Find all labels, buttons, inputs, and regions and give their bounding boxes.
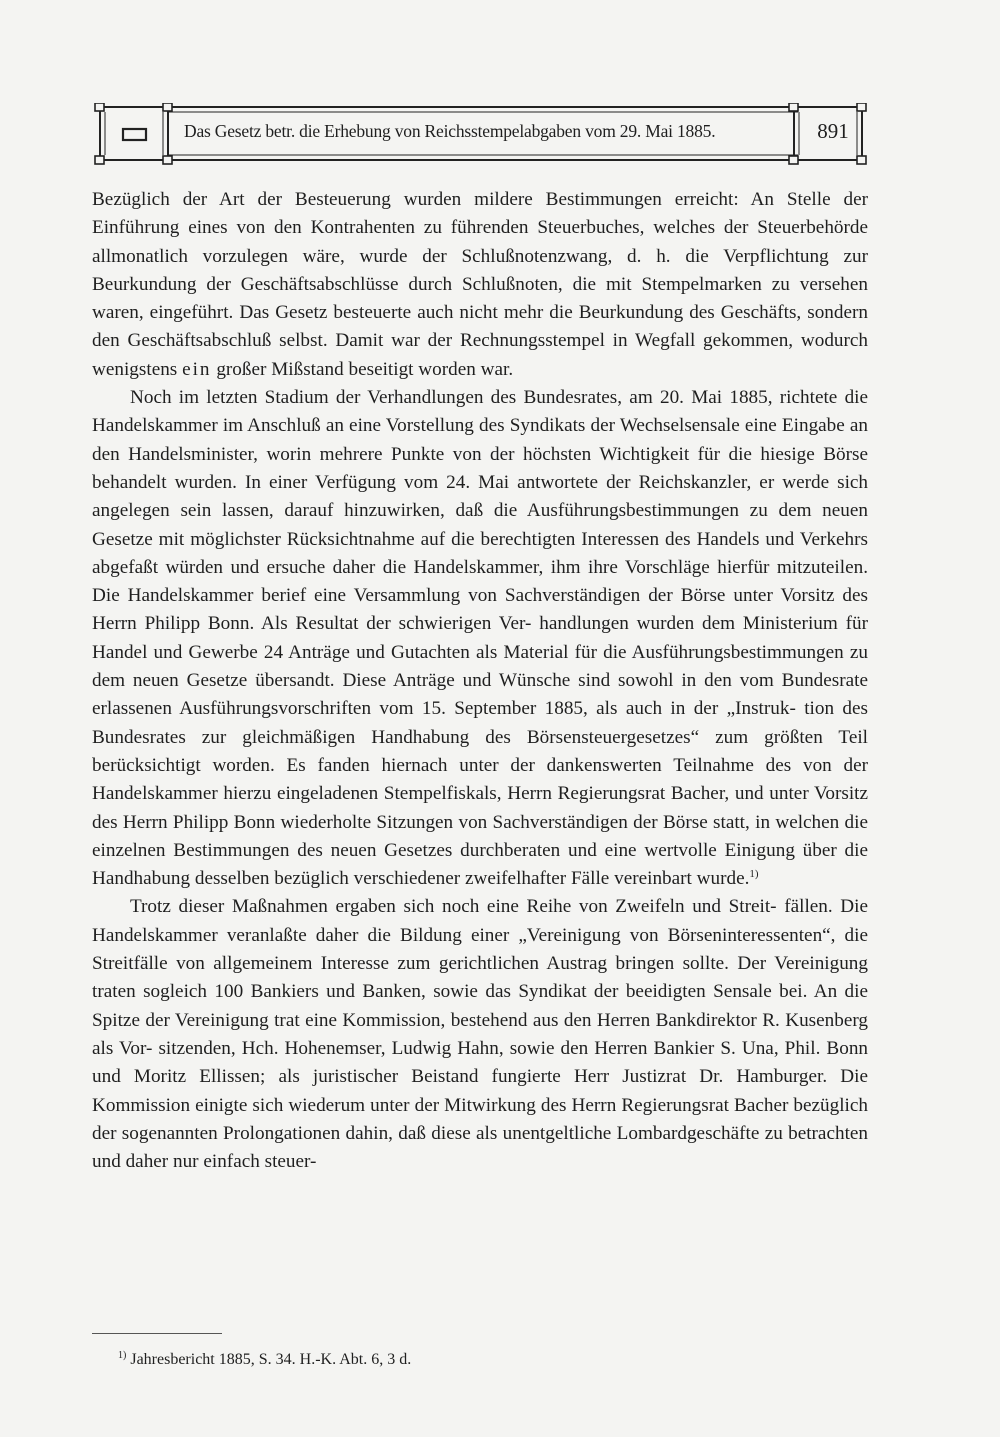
text-line: Wechselsensale eine Eingabe an den Handelsminister, worin mehrere Punkte von (92, 415, 869, 465)
text-line: mit Stempelmarken zu versehen waren, eingeführt. Das Gesetz besteuerte auch nicht (92, 273, 868, 324)
text-line: von Sachverständigen der Börse statt, in welchen die einzelnen Bestimmungen des (92, 811, 868, 861)
text-line: neuen Gesetzes durchberaten und eine wertvolle Einigung über die Handhabung (92, 839, 868, 890)
text-line: Trotz dieser Maßnahmen ergaben sich noch eine Reihe von Zweifeln und Streit- (130, 896, 777, 918)
text-line: Austrag bringen sollte. Der Vereinigung traten sogleich 100 Bankiers und Banken, (92, 953, 868, 1003)
footnote-text: Jahresbericht 1885, S. 34. H.-K. Abt. 6, 3 d. (130, 1351, 412, 1368)
text-line: erlassenen Ausführungsvorschriften vom 15. September 1885, als auch in der „Instruk- (92, 698, 796, 720)
text-line: eine Kommission, bestehend aus den Herren Bankdirektor R. Kusenberg als Vor- (92, 1009, 868, 1059)
running-header-title: Das Gesetz betr. die Erhebung von Reichsstempelabgaben vom 29. Mai 1885. (184, 121, 716, 141)
text-line: Phil. Bonn und Moritz Ellissen; als juristischer Beistand fungierte Herr Justizrat (92, 1037, 869, 1088)
footnote (118, 1351, 411, 1369)
text-line: Gutachten als Material für die Ausführungsbestimmungen zu dem neuen Gesetze (92, 641, 868, 692)
text-line: Bezüglich der Art der Besteuerung wurden mildere Bestimmungen erreicht: An Stelle (92, 189, 831, 210)
text-line: abgefaßt würden und ersuche daher die Handelskammer, ihm ihre Vorschläge hierfür (92, 556, 770, 578)
paragraph-2 (92, 384, 868, 893)
text-line: richtete die Handelskammer im Anschluß an eine Vorstellung des Syndikats der (92, 387, 869, 437)
footnote-reference[interactable]: 1) (749, 868, 759, 881)
text-line: diese als unentgeltliche Lombardgeschäfte zu betrachten und daher nur einfach steuer- (92, 1122, 869, 1173)
text-line: desselben bezüglich verschiedener zweifelhafter Fälle vereinbart wurde. (194, 868, 750, 890)
text-line: Börse unter Vorsitz des Herrn Philipp Bonn. Als Resultat der schwierigen Ver- (92, 585, 868, 635)
text-line: vom 24. Mai antwortete der Reichskanzler, er werde sich angelegen sein lassen, (92, 471, 869, 522)
text-line: handlungen wurden dem Ministerium für Handel und Gewerbe 24 Anträge und (92, 613, 869, 663)
page-number: 891 (817, 119, 849, 143)
text-line: Mißstand beseitigt worden war. (271, 358, 514, 380)
text-line: sitzenden, Hch. Hohenemser, Ludwig Hahn, sowie den Herren Bankier S. Una, (158, 1037, 779, 1059)
text-line: übersandt. Diese Anträge und Wünsche sind sowohl in den vom Bundesrate (255, 670, 868, 692)
footnote-marker: 1) (118, 1350, 127, 1361)
text-line: darauf hinzuwirken, daß die Ausführungsbestimmungen zu dem neuen Gesetze mit (92, 500, 868, 550)
text-line: Herrn Regierungsrat Bacher bezüglich der sogenannten Prolongationen dahin, daß (92, 1094, 869, 1144)
footnote-divider (92, 1333, 222, 1334)
paragraph-1 (92, 186, 868, 384)
text-line: Börseninteressenten“, die Streitfälle von allgemeinem Interesse zum gerichtlichen (92, 924, 869, 975)
text-line: Teilnahme des von der Handelskammer hierzu eingeladenen Stempelfiskals, Herrn (92, 754, 869, 805)
text-line: Regierungsrat Bacher, und unter Vorsitz des Herrn Philipp Bonn wiederholte Sitzungen (92, 783, 869, 833)
text-line: der höchsten Wichtigkeit für die hiesige Börse behandelt wurden. In einer Verfügung (92, 443, 868, 493)
body-text (92, 186, 868, 1176)
text-line: der Einführung eines von den Kontrahenten zu führenden Steuerbuches, welches (92, 189, 868, 239)
paragraph-3 (92, 893, 868, 1176)
text-line: tion des Bundesrates zur gleichmäßigen Handhabung des Börsensteuergesetzes“ zum (92, 698, 869, 748)
text-line: die Verpflichtung zur Beurkundung der Geschäftsabschlüsse durch Schlußnoten, die (92, 245, 868, 295)
text-line: der Steuerbehörde allmonatlich vorzulegen wäre, wurde der Schlußnotenzwang, d. h. (92, 217, 869, 267)
emphasized-word: ein (182, 358, 212, 380)
text-line: fällen. Die Handelskammer veranlaßte daher die Bildung einer „Vereinigung von (92, 896, 869, 946)
text-line: Dr. Hamburger. Die Kommission einigte sich wiederum unter der Mitwirkung des (92, 1066, 868, 1116)
text-line: großer (216, 358, 267, 380)
text-line: sowie das Syndikat der beeidigten Sensale bei. An die Spitze der Vereinigung trat (92, 981, 869, 1031)
text-line: mitzuteilen. Die Handelskammer berief eine Versammlung von Sachverständigen der (92, 556, 868, 607)
text-line: war der Rechnungsstempel in Wegfall gekommen, wodurch wenigstens (92, 330, 869, 380)
text-line: größten Teil berücksichtigt worden. Es fanden hiernach unter der dankenswerten (92, 726, 868, 776)
text-line: mehr die Beurkundung des Geschäfts, sondern den Geschäftsabschluß selbst. Damit (92, 302, 868, 352)
text-line: Noch im letzten Stadium der Verhandlungen des Bundesrates, am 20. Mai 1885, (130, 387, 773, 409)
text-line: möglichster Rücksichtnahme auf die berechtigten Interessen des Handels und Verkehrs (190, 528, 869, 550)
